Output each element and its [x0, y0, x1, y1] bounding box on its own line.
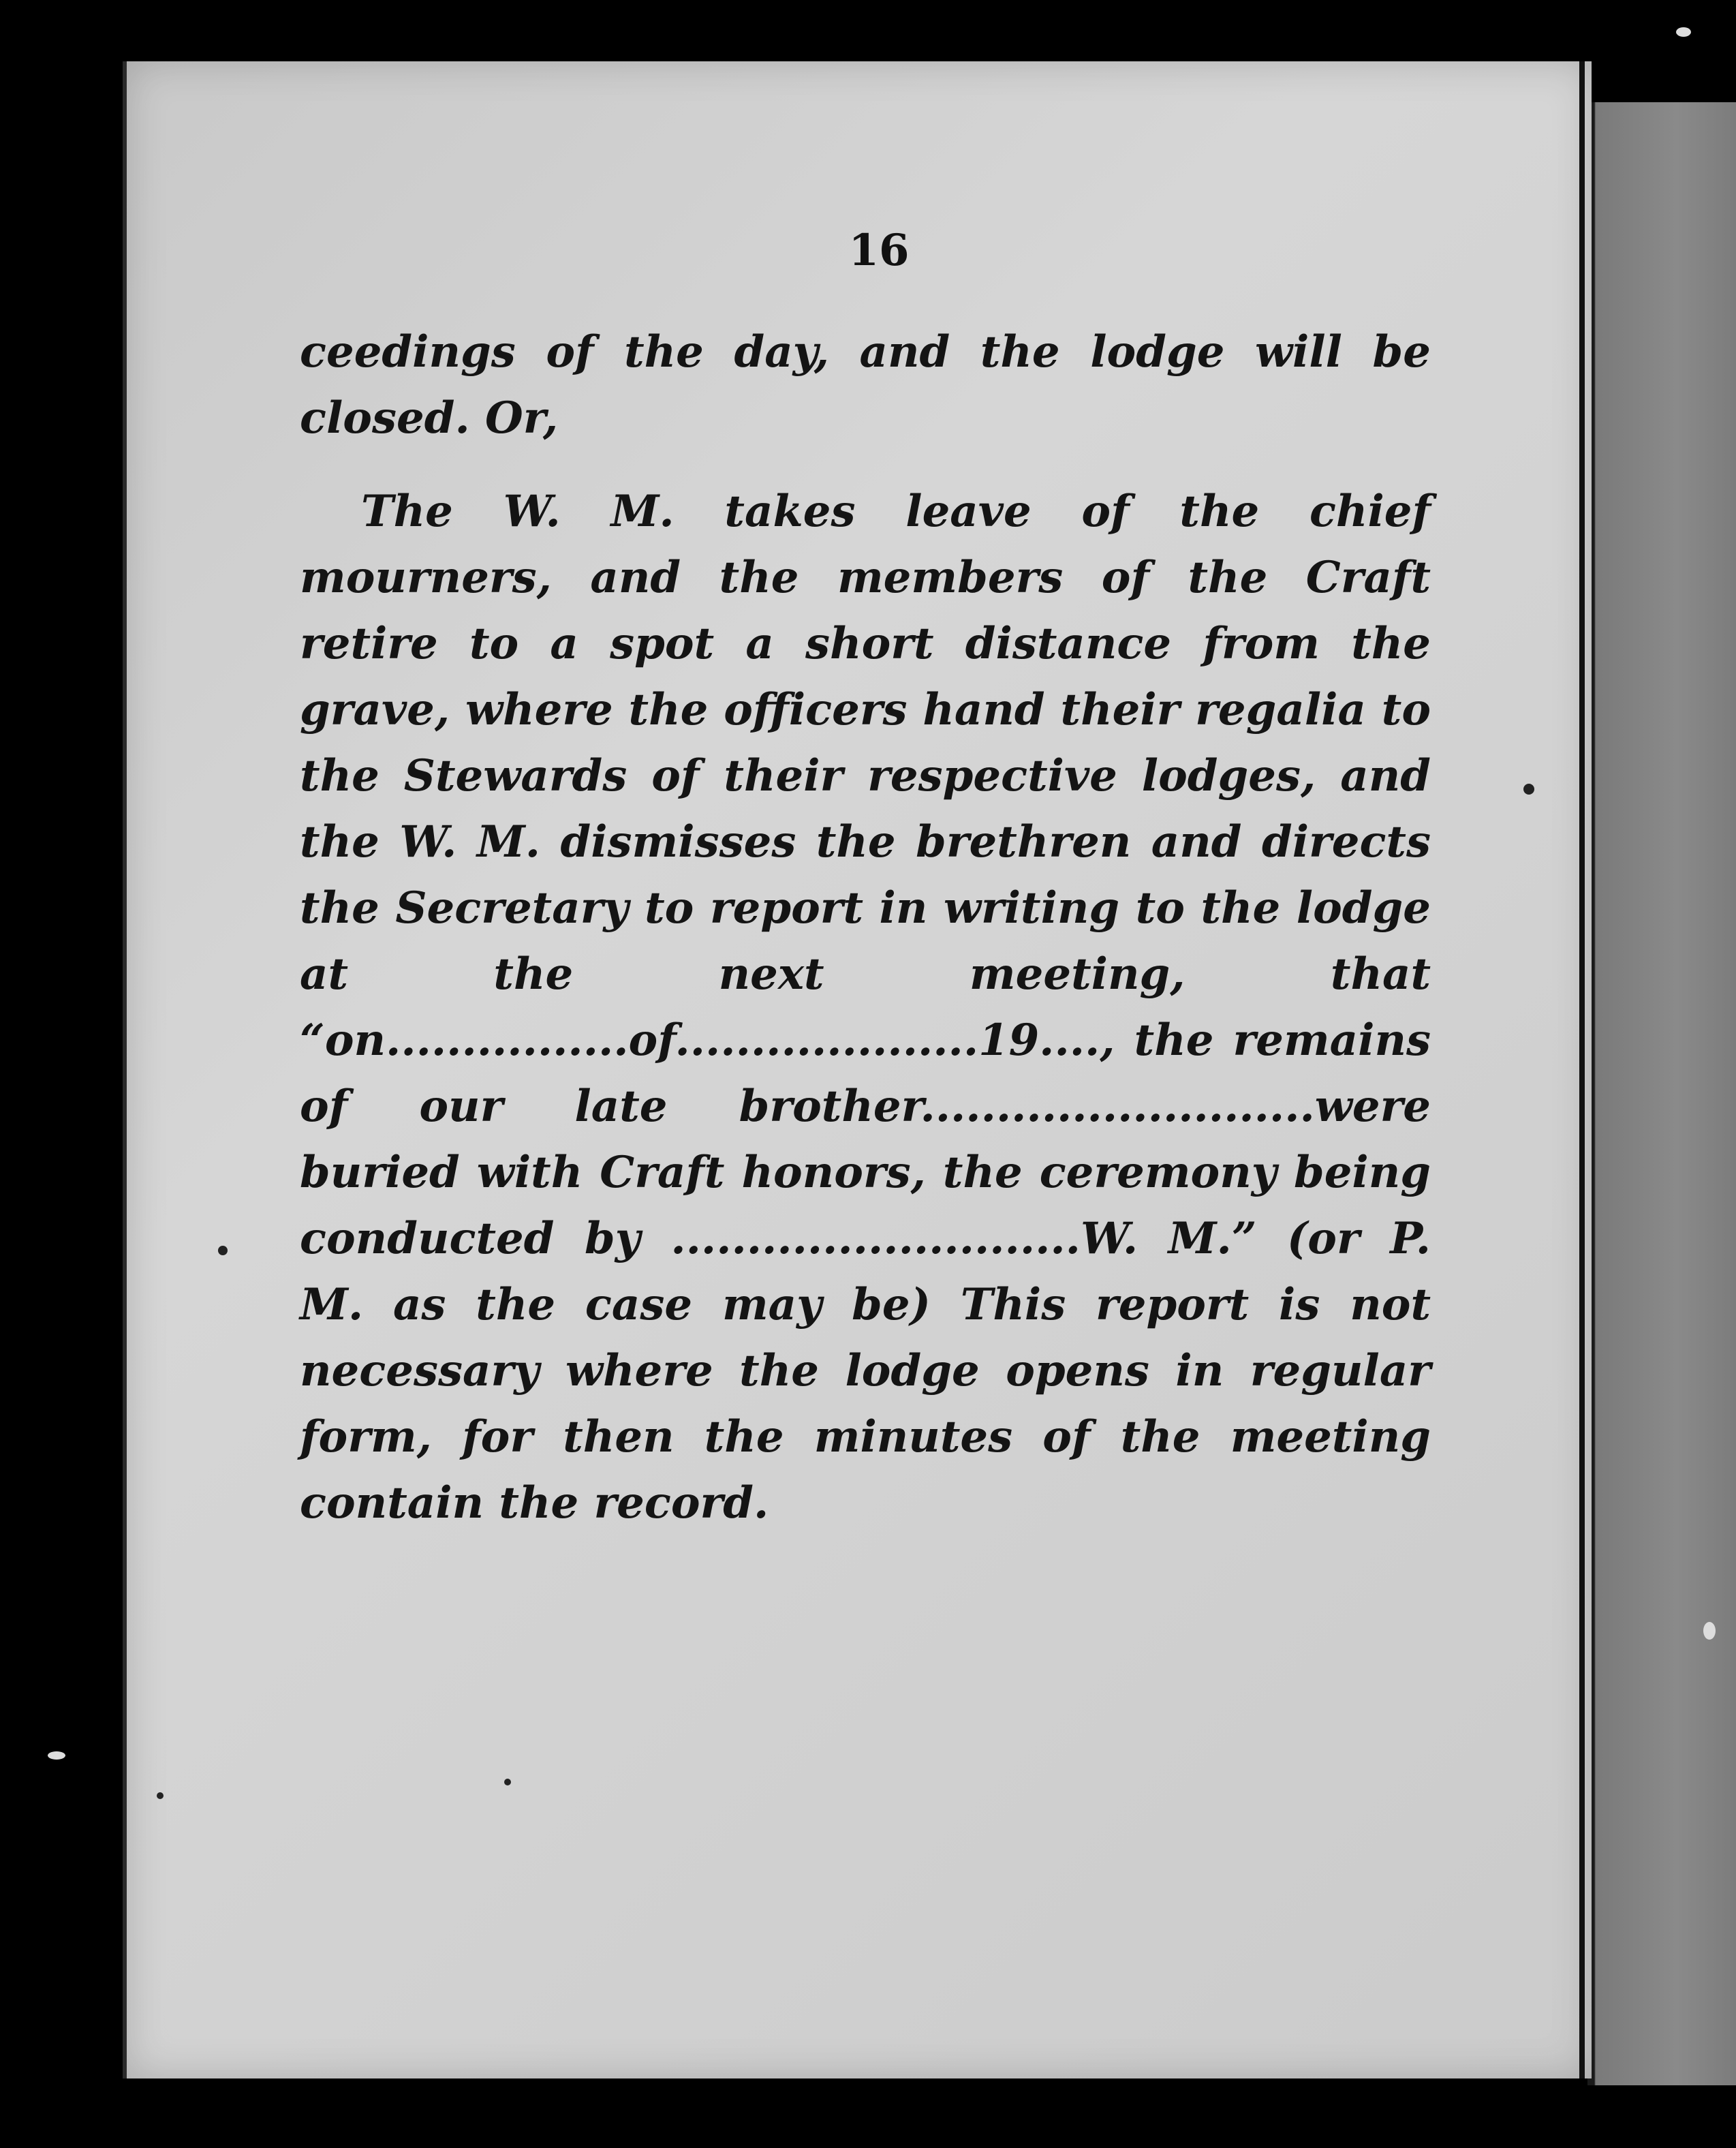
scan-speck [504, 1779, 511, 1785]
page-number: 16 [848, 225, 910, 276]
page-body [300, 319, 1431, 1536]
paragraph-2: The W. M. takes leave of the chief mourners, and the members of the Craft retire to a spot a short distance from the grave, where the officers hand their regalia to the Stewards of their respective lodges, and the W. M. dismisses the brethren and directs the Secretary to report in writing to the lodge at the next meeting, that “on................of....................19...., the remains of our late brother..........................were buried with Craft honors, the ceremony being conducted by ...........................W. M.” (or P. M. as the case may be) This report is not necessary where the lodge opens in regular form, for then the minutes of the meeting contain the record. [300, 486, 1431, 1529]
scan-speck [157, 1792, 164, 1799]
page-binding-edge [1579, 61, 1585, 2078]
scan-speck [48, 1751, 65, 1760]
scan-speck [1523, 784, 1534, 795]
paragraph-1: ceedings of the day, and the lodge will be closed. Or, [300, 326, 1431, 444]
scan-speck [1703, 1622, 1716, 1640]
scan-speck [1676, 27, 1691, 37]
adjacent-page-edge [1587, 102, 1736, 2085]
scan-speck [218, 1246, 228, 1255]
